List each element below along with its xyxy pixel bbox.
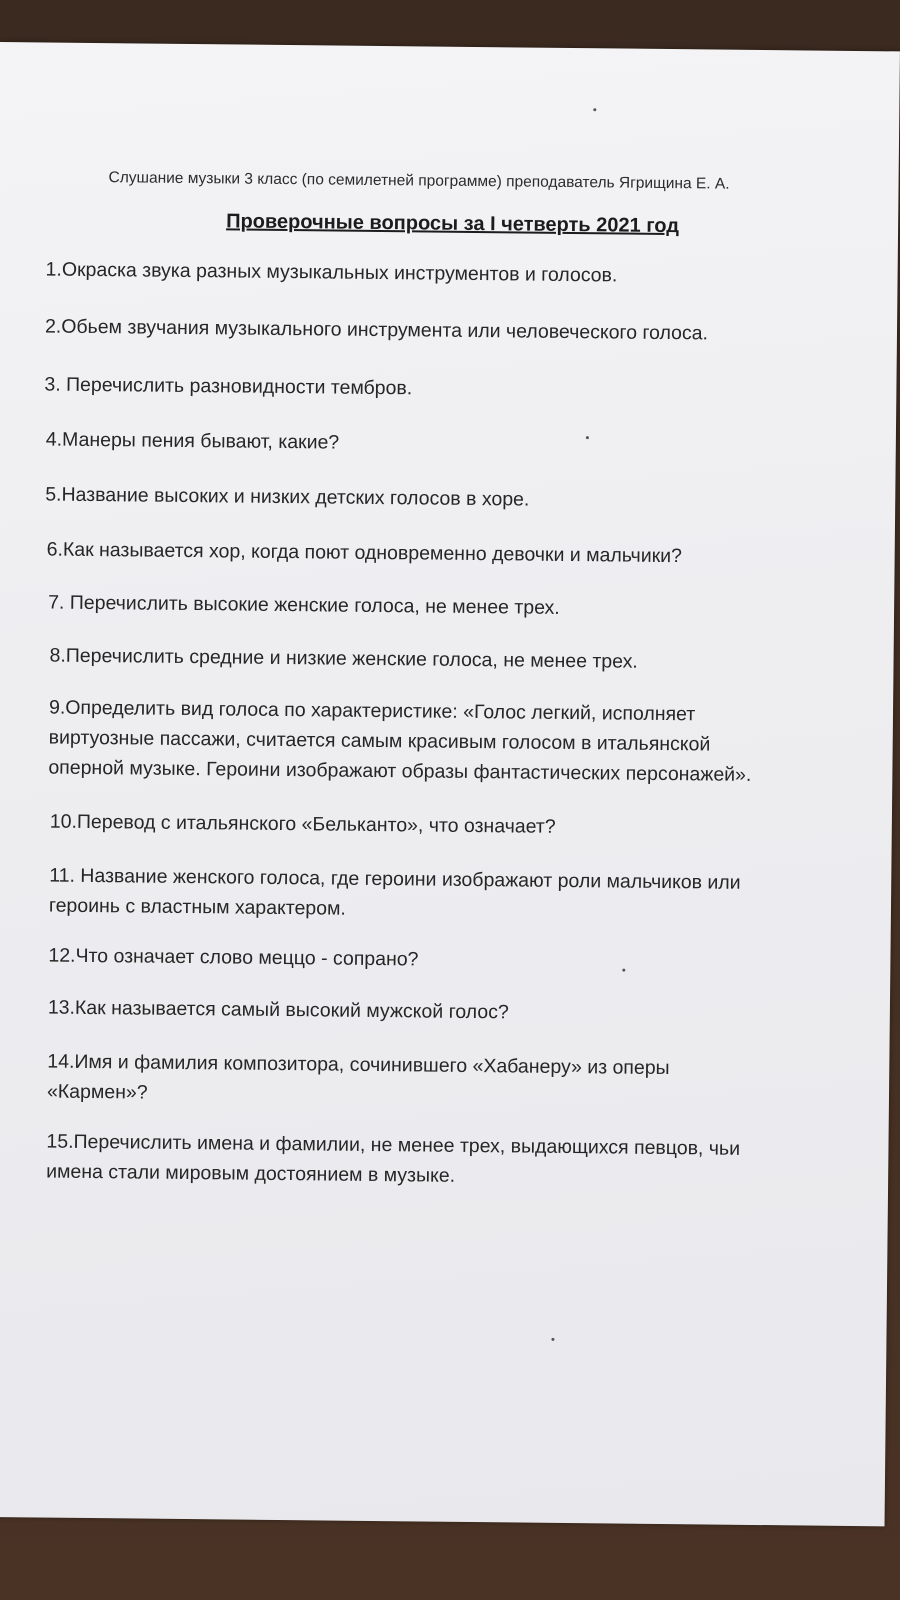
question-line: 4.Манеры пения бывают, какие? [45, 428, 340, 454]
question-line: 9.Определить вид голоса по характеристике: «Голос легкий, исполняет [48, 696, 696, 726]
question-line: имена стали мировым достоянием в музыке. [46, 1160, 456, 1187]
question-15 [46, 1127, 847, 1195]
document-title: Проверочные вопросы за I четверть 2021 год [226, 210, 680, 238]
question-line: героинь с властным характером. [48, 894, 346, 920]
question-10 [50, 807, 850, 845]
question-7 [48, 588, 848, 626]
question-13 [48, 993, 848, 1031]
question-line: 2.Обьем звучания музыкального инструмента или человеческого голоса. [44, 315, 709, 345]
question-line: 15.Перечислить имена и фамилии, не менее трех, выдающихся певцов, чьи [46, 1130, 741, 1160]
question-2 [45, 311, 845, 349]
question-line: 3. Перечислить разновидности тембров. [44, 373, 413, 400]
question-14 [47, 1047, 848, 1115]
question-1 [45, 254, 845, 292]
question-line: 6.Как называется хор, когда поют одновременно девочки и мальчики? [46, 538, 683, 568]
question-line: 10.Перевод с итальянского «Бельканто», что означает? [49, 810, 556, 838]
question-line: 11. Название женского голоса, где героини изображают роли мальчиков или [49, 864, 741, 894]
question-12 [48, 941, 848, 979]
paper-speck [586, 436, 589, 439]
question-line: виртуозные пассажи, считается самым красивым голосом в итальянской [48, 726, 711, 756]
question-line: оперной музыке. Героини изображают образы фантастических персонажей». [48, 756, 752, 786]
question-line: 5.Название высоких и низких детских голосов в хоре. [45, 483, 530, 511]
question-4 [46, 425, 846, 463]
question-8 [49, 641, 849, 679]
paper-speck [622, 969, 625, 972]
question-line: 1.Окраска звука разных музыкальных инструментов и голосов. [45, 258, 618, 287]
question-line: 12.Что означает слово меццо - сопрано? [48, 944, 419, 971]
question-11 [49, 861, 850, 929]
question-line: 13.Как называется самый высокий мужской голос? [47, 996, 509, 1024]
paper-speck [593, 108, 596, 111]
paper-sheet [0, 42, 900, 1526]
question-line: 7. Перечислить высокие женские голоса, не менее трех. [48, 591, 560, 619]
question-3 [44, 369, 844, 407]
question-9 [48, 693, 849, 791]
paper-speck [551, 1338, 554, 1341]
question-5 [45, 479, 845, 517]
question-line: «Кармен»? [46, 1080, 148, 1104]
document-header: Слушание музыки 3 класс (по семилетней программе) преподаватель Ягрищина Е. А. [108, 169, 730, 193]
question-line: 8.Перечислить средние и низкие женские голоса, не менее трех. [49, 644, 638, 673]
question-6 [47, 535, 847, 573]
question-line: 14.Имя и фамилия композитора, сочинившего «Хабанеру» из оперы [47, 1050, 670, 1080]
